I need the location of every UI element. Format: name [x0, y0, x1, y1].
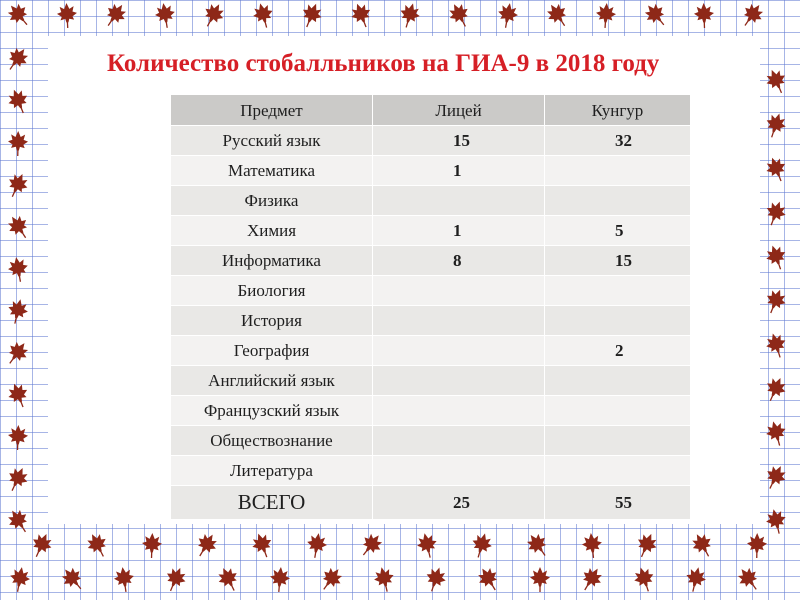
table-row [171, 156, 691, 186]
maple-leaf-icon [737, 0, 768, 31]
maple-leaf-icon [249, 530, 276, 560]
maple-leaf-icon [3, 170, 31, 201]
maple-leaf-icon [5, 86, 33, 117]
maple-leaf-icon [632, 530, 660, 561]
maple-leaf-icon [2, 337, 33, 369]
maple-leaf-icon [761, 374, 789, 405]
maple-leaf-icon [153, 2, 177, 30]
maple-leaf-icon [747, 533, 767, 558]
kungur-cell: 2 [545, 336, 691, 366]
kungur-cell [545, 156, 691, 186]
page-title: Количество стобалльников на ГИА-9 в 2018 году [107, 50, 660, 77]
maple-leaf-icon [250, 1, 276, 30]
subject-cell: Русский язык [171, 126, 373, 156]
maple-leaf-icon [688, 530, 717, 561]
maple-leaf-icon [762, 198, 789, 228]
maple-leaf-icon [543, 0, 573, 31]
maple-leaf-icon [356, 529, 387, 561]
subject-cell: Математика [171, 156, 373, 186]
maple-leaf-icon [8, 425, 29, 451]
table-header-row [171, 95, 691, 126]
licey-cell [373, 456, 545, 486]
maple-leaf-icon [522, 529, 553, 561]
maple-leaf-icon [214, 564, 243, 595]
maple-leaf-icon [113, 566, 136, 594]
table-row [171, 366, 691, 396]
table-row [171, 186, 691, 216]
table-row [171, 306, 691, 336]
maple-leaf-icon [415, 531, 440, 560]
subject-cell: Обществознание [171, 426, 373, 456]
maple-leaf-icon [733, 563, 764, 595]
maple-leaf-icon [100, 0, 131, 31]
maple-leaf-icon [305, 532, 329, 560]
kungur-cell [545, 456, 691, 486]
table-row [171, 276, 691, 306]
header-kungur: Кунгур [545, 95, 691, 126]
total-row [171, 486, 691, 520]
kungur-cell: 32 [545, 126, 691, 156]
maple-leaf-icon [761, 286, 789, 317]
maple-leaf-icon [694, 3, 715, 29]
licey-cell [373, 276, 545, 306]
maple-leaf-icon [3, 464, 32, 495]
total-licey: 25 [373, 486, 545, 520]
kungur-cell [545, 366, 691, 396]
subject-cell: Биология [171, 276, 373, 306]
table-row [171, 216, 691, 246]
maple-leaf-icon [474, 563, 504, 595]
maple-leaf-icon [763, 331, 789, 361]
licey-cell: 1 [373, 216, 545, 246]
table-row [171, 246, 691, 276]
licey-cell: 15 [373, 126, 545, 156]
subject-cell: Французский язык [171, 396, 373, 426]
subject-cell: История [171, 306, 373, 336]
maple-leaf-icon [640, 0, 671, 31]
maple-leaf-icon [763, 154, 791, 185]
total-kungur: 55 [545, 486, 691, 520]
maple-leaf-icon [8, 565, 32, 593]
licey-cell: 1 [373, 156, 545, 186]
kungur-cell [545, 306, 691, 336]
maple-leaf-icon [4, 211, 34, 243]
kungur-cell: 5 [545, 216, 691, 246]
maple-leaf-icon [297, 0, 325, 31]
maple-leaf-icon [27, 530, 55, 561]
header-subject: Предмет [171, 95, 373, 126]
subject-cell: Физика [171, 186, 373, 216]
maple-leaf-icon [530, 567, 550, 592]
maple-leaf-icon [57, 563, 88, 595]
subject-cell: География [171, 336, 373, 366]
maple-leaf-icon [199, 0, 228, 31]
maple-leaf-icon [4, 505, 34, 537]
table-row [171, 336, 691, 366]
kungur-cell [545, 396, 691, 426]
maple-leaf-icon [372, 565, 397, 594]
maple-leaf-icon [683, 565, 708, 594]
table-row [171, 396, 691, 426]
maple-leaf-icon [269, 566, 291, 593]
licey-cell [373, 186, 545, 216]
licey-cell [373, 366, 545, 396]
subject-cell: Химия [171, 216, 373, 246]
table-row [171, 426, 691, 456]
licey-cell [373, 336, 545, 366]
total-label: ВСЕГО [171, 486, 373, 520]
maple-leaf-icon [142, 533, 163, 559]
maple-leaf-icon [348, 0, 376, 31]
maple-leaf-icon [496, 1, 520, 29]
maple-leaf-icon [422, 564, 449, 594]
maple-leaf-icon [397, 1, 423, 31]
maple-leaf-icon [8, 131, 28, 156]
maple-leaf-icon [631, 564, 658, 594]
maple-leaf-icon [83, 530, 112, 561]
maple-leaf-icon [445, 0, 474, 31]
results-table [170, 94, 691, 520]
kungur-cell [545, 276, 691, 306]
maple-leaf-icon [762, 110, 789, 140]
licey-cell [373, 426, 545, 456]
table-row [171, 456, 691, 486]
licey-cell [373, 396, 545, 426]
subject-cell: Информатика [171, 246, 373, 276]
maple-leaf-icon [3, 0, 34, 31]
maple-leaf-icon [581, 532, 604, 559]
maple-leaf-icon [764, 507, 789, 536]
maple-leaf-icon [161, 564, 189, 595]
subject-cell: Английский язык [171, 366, 373, 396]
kungur-cell [545, 426, 691, 456]
subject-cell: Литература [171, 456, 373, 486]
maple-leaf-icon [469, 531, 495, 561]
maple-leaf-icon [316, 563, 347, 595]
table-row [171, 126, 691, 156]
maple-leaf-icon [576, 563, 606, 595]
maple-leaf-icon [763, 419, 789, 448]
maple-leaf-icon [2, 43, 33, 75]
maple-leaf-icon [6, 255, 30, 283]
licey-cell: 8 [373, 246, 545, 276]
maple-leaf-icon [595, 2, 617, 28]
maple-leaf-icon [56, 2, 77, 28]
maple-leaf-icon [5, 380, 33, 411]
header-licey: Лицей [373, 95, 545, 126]
licey-cell [373, 306, 545, 336]
maple-leaf-icon [763, 242, 790, 272]
kungur-cell [545, 186, 691, 216]
maple-leaf-icon [191, 529, 221, 561]
maple-leaf-icon [761, 462, 790, 493]
maple-leaf-icon [5, 297, 30, 326]
kungur-cell: 15 [545, 246, 691, 276]
